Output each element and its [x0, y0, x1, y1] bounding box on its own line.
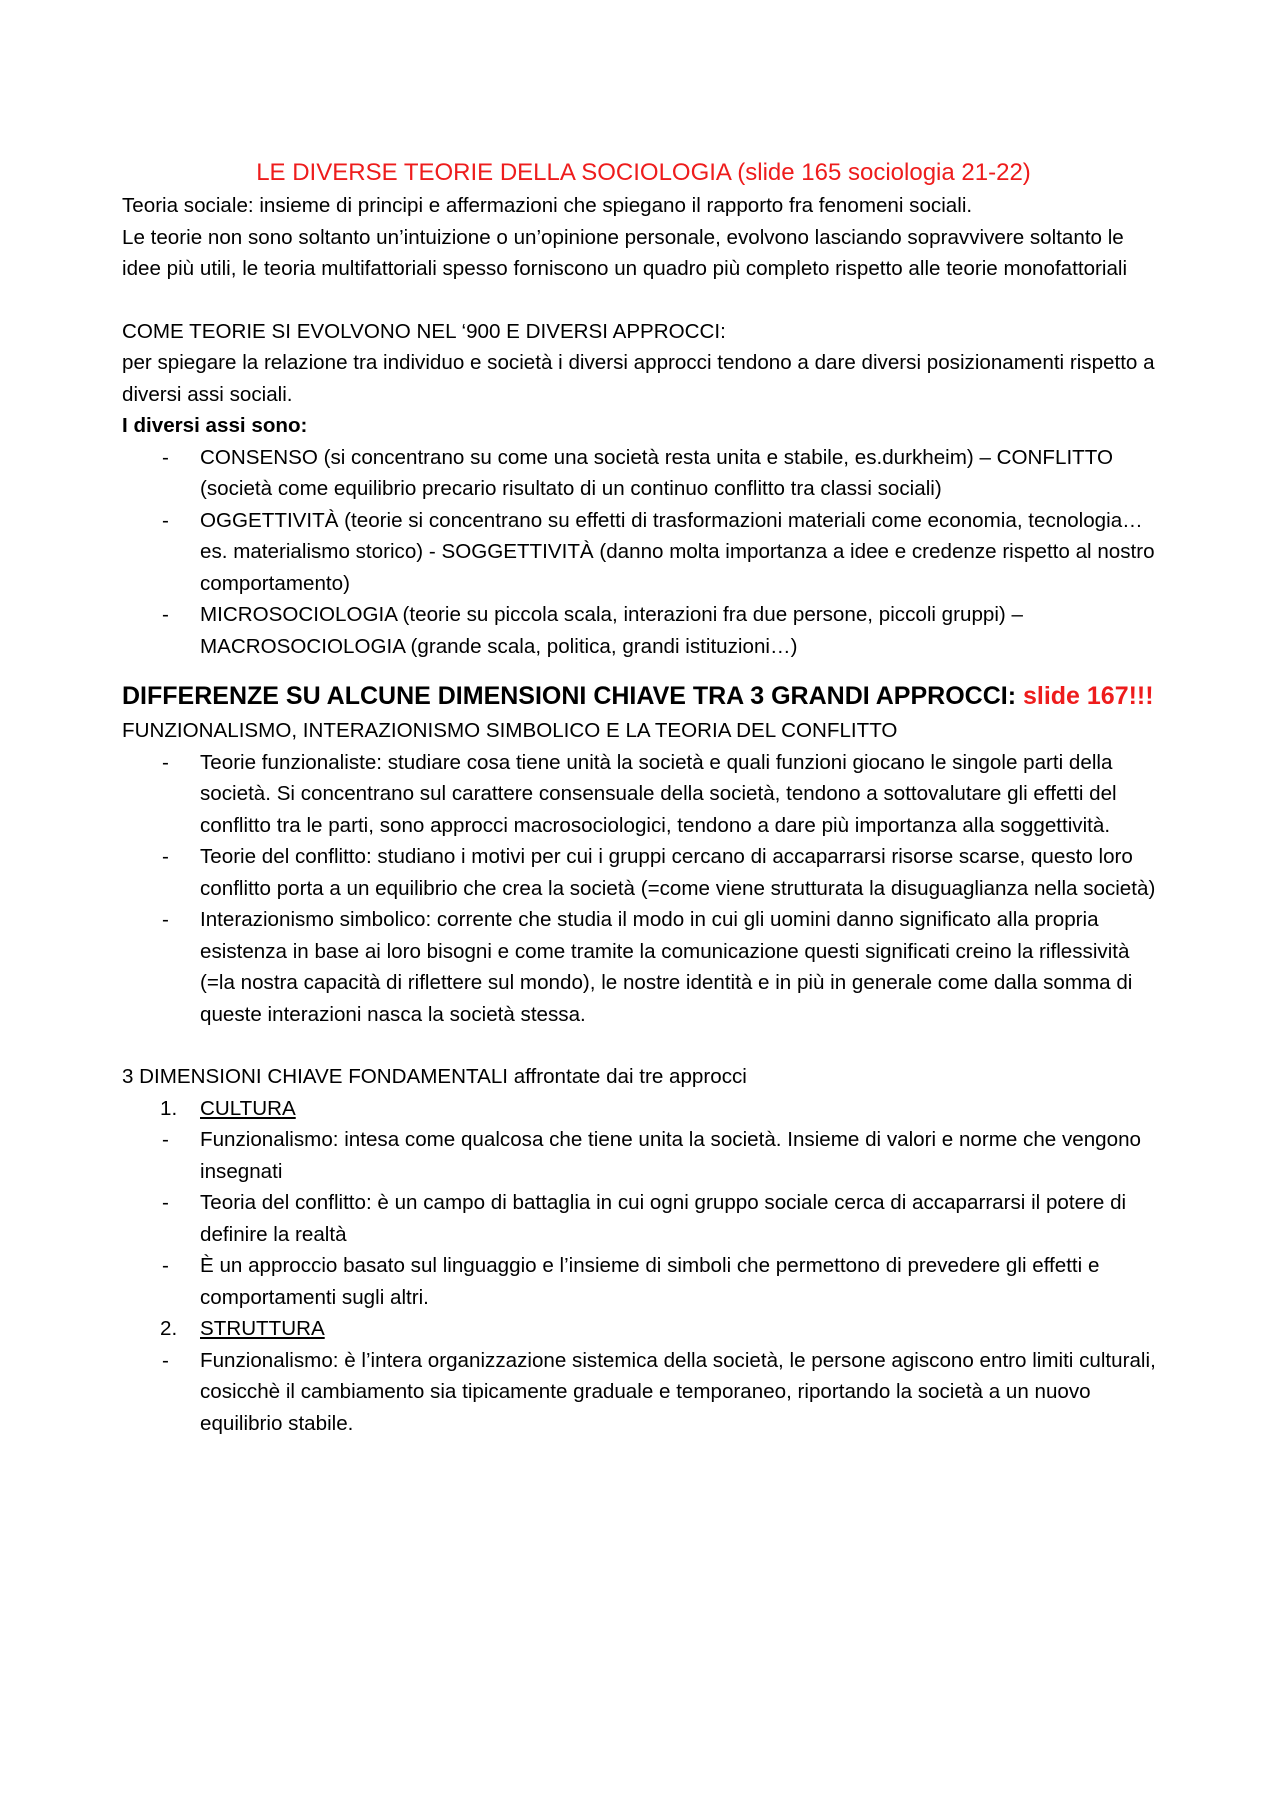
list-item: - Funzionalismo: è l’intera organizzazione sistemica della società, le persone agiscono entro limiti culturali, cosicchè il cambiamento sia tipicamente graduale e temporaneo, riportando la società a un nuovo equilibrio stabile. — [122, 1345, 1165, 1440]
dash-bullet: - — [162, 508, 169, 532]
section2-heading: DIFFERENZE SU ALCUNE DIMENSIONI CHIAVE TRA 3 GRANDI APPROCCI: slide 167!!! — [122, 682, 1154, 710]
dash-bullet: - — [162, 750, 169, 774]
section2-subheading: FUNZIONALISMO, INTERAZIONISMO SIMBOLICO E LA TEORIA DEL CONFLITTO — [122, 719, 898, 742]
axes-label: I diversi assi sono: — [122, 414, 308, 437]
list-item: - MICROSOCIOLOGIA (teorie su piccola scala, interazioni fra due persone, piccoli gruppi) – MACROSOCIOLOGIA (grande scala, politica, grandi istituzioni…) — [122, 599, 1165, 662]
approaches-list — [122, 747, 1165, 1031]
dimension-label: STRUTTURA — [200, 1317, 325, 1340]
numbered-item: 2. STRUTTURA — [160, 1317, 325, 1340]
spacer — [122, 285, 1165, 316]
numbered-item: 1. CULTURA — [160, 1096, 296, 1120]
list-item: - Interazionismo simbolico: corrente che studia il modo in cui gli uomini danno significato alla propria esistenza in base ai loro bisogni e come tramite la comunicazione questi significati creino la riflessività (=la nostra capacità di riflettere sul mondo), le nostre identità e in più in generale come dalla somma di queste interazioni nasca la società stessa. — [122, 904, 1165, 1030]
spacer — [122, 1030, 1165, 1061]
dash-bullet: - — [162, 445, 169, 469]
dash-bullet: - — [162, 845, 169, 868]
dash-bullet: - — [162, 1254, 169, 1277]
section1-text: per spiegare la relazione tra individuo e società i diversi approcci tendono a dare diversi posizionamenti rispetto a diversi assi sociali. — [122, 351, 1155, 406]
section1-heading: COME TEORIE SI EVOLVONO NEL ‘900 E DIVERSI APPROCCI: — [122, 319, 726, 343]
structure-list — [122, 1345, 1165, 1440]
dimension-label: CULTURA — [200, 1096, 296, 1120]
dash-bullet: - — [162, 1191, 169, 1214]
list-item: - CONSENSO (si concentrano su come una società resta unita e stabile, es.durkheim) – CONFLITTO (società come equilibrio precario risultato di un continuo conflitto tra classi sociali) — [122, 442, 1165, 505]
dash-bullet: - — [162, 1128, 169, 1151]
dash-bullet: - — [162, 908, 169, 931]
section3-heading: 3 DIMENSIONI CHIAVE FONDAMENTALI affrontate dai tre approcci — [122, 1065, 747, 1088]
dimension-1 — [122, 1093, 1165, 1125]
list-item: - È un approccio basato sul linguaggio e l’insieme di simboli che permettono di prevedere gli effetti e comportamenti sugli altri. — [122, 1250, 1165, 1313]
list-item: - Teoria del conflitto: è un campo di battaglia in cui ogni gruppo sociale cerca di accaparrarsi il potere di definire la realtà — [122, 1187, 1165, 1250]
culture-list — [122, 1124, 1165, 1313]
slide-reference: slide 167!!! — [1022, 682, 1154, 710]
dash-bullet: - — [162, 1348, 169, 1372]
dash-bullet: - — [162, 603, 169, 626]
list-item: - Teorie funzionaliste: studiare cosa tiene unità la società e quali funzioni giocano le singole parti della società. Si concentrano sul carattere consensuale della società, tendono a sottovalutare gli effetti del conflitto tra le parti, sono approcci macrosociologici, tendono a dare più importanza alla soggettività. — [122, 747, 1165, 842]
document-title: LE DIVERSE TEORIE DELLA SOCIOLOGIA (slide 165 sociologia 21-22) — [256, 159, 1031, 186]
intro-definition: Teoria sociale: insieme di principi e affermazioni che spiegano il rapporto fra fenomeni sociali. — [122, 194, 973, 217]
list-item: - OGGETTIVITÀ (teorie si concentrano su effetti di trasformazioni materiali come economia, tecnologia… es. materialismo storico) - SOGGETTIVITÀ (danno molta importanza a idee e credenze rispetto al nostro comportamento) — [122, 505, 1165, 600]
list-item: - Teorie del conflitto: studiano i motivi per cui i gruppi cercano di accaparrarsi risorse scarse, questo loro conflitto porta a un equilibrio che crea la società (=come viene strutturata la disuguaglianza nella società) — [122, 841, 1165, 904]
list-item: - Funzionalismo: intesa come qualcosa che tiene unita la società. Insieme di valori e norme che vengono insegnati — [122, 1124, 1165, 1187]
intro-paragraph: Le teorie non sono soltanto un’intuizione o un’opinione personale, evolvono lasciando sopravvivere soltanto le idee più utili, le teoria multifattoriali spesso forniscono un quadro più completo rispetto alle teorie monofattoriali — [122, 225, 1128, 280]
dimension-2 — [122, 1313, 1165, 1345]
axes-list — [122, 442, 1165, 663]
